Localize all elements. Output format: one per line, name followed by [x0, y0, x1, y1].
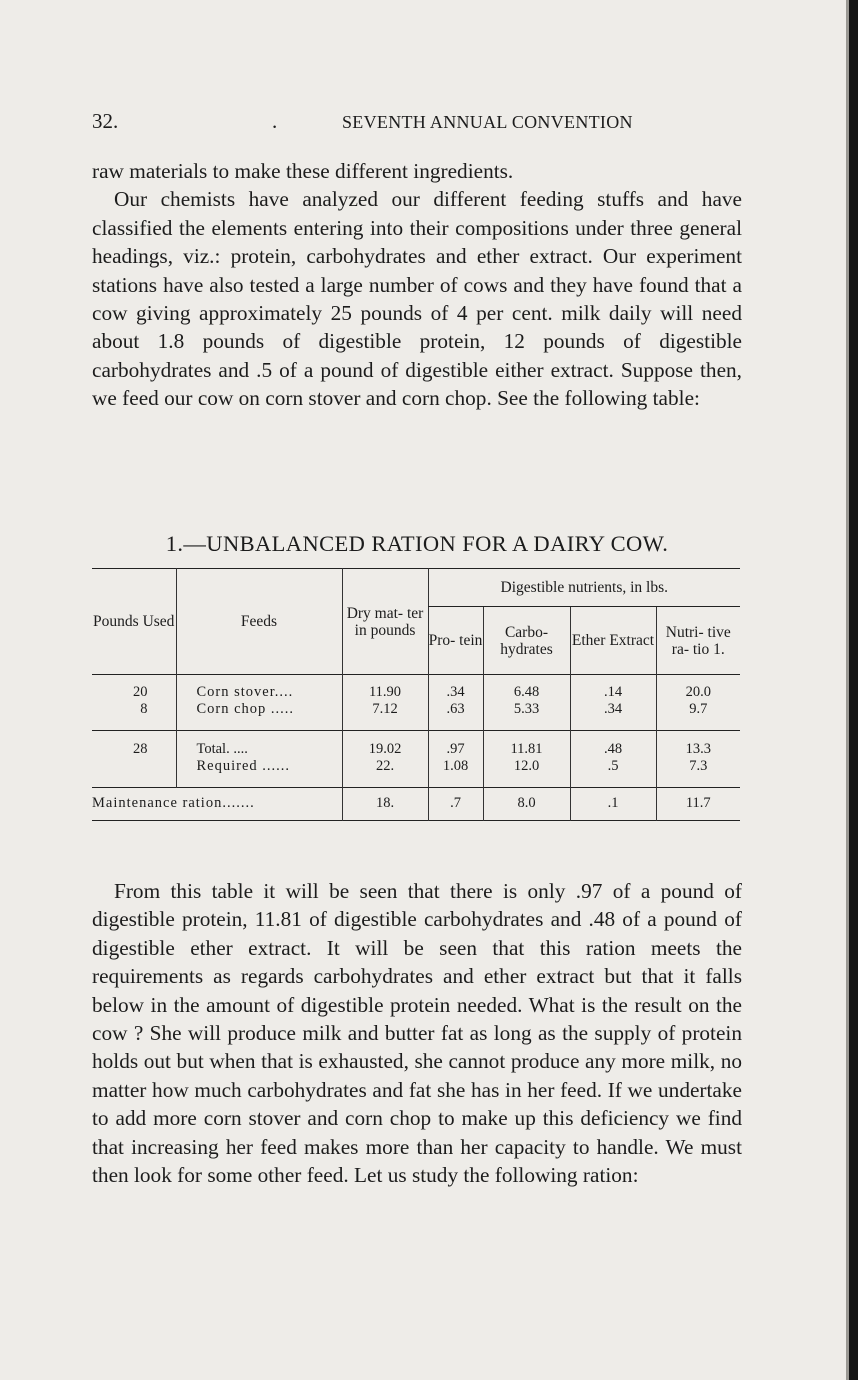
cell-protein: .63	[428, 701, 483, 731]
cell-carbo: 12.0	[483, 758, 570, 788]
cell-feed: Corn chop .....	[176, 701, 342, 731]
header-protein: Pro- tein	[428, 607, 483, 675]
table-row	[92, 731, 740, 759]
cell-ratio: 7.3	[656, 758, 740, 788]
cell-dry: 19.02	[342, 731, 428, 759]
paragraph-1	[92, 157, 742, 413]
cell-ether: .5	[570, 758, 656, 788]
table-row	[92, 675, 740, 702]
cell-feed: Total. ....	[176, 731, 342, 759]
cell-ratio: 13.3	[656, 731, 740, 759]
header-pounds-used: Pounds Used	[93, 613, 175, 630]
header-carbohydrates: Carbo- hydrates	[483, 607, 570, 675]
cell-carbo: 5.33	[483, 701, 570, 731]
cell-pounds: 28	[133, 741, 148, 757]
page-edge-shadow	[849, 0, 858, 1380]
cell-ether: .34	[570, 701, 656, 731]
cell-ether: .14	[570, 675, 656, 702]
paragraph-1-body: Our chemists have analyzed our different feeding stuffs and have classified the elements entering into their compositions under three general headings, viz.: protein, carbohydrates and ether extract. Our experiment stations have also tested a large number of cows and they have found that a cow giving approximately 25 pounds of 4 per cent. milk daily will need about 1.8 pounds of digestible protein, 12 pounds of digestible carbohydrates and .5 of a pound of digestible either extract. Suppose then, we feed our cow on corn stover and corn chop. See the following table:	[92, 187, 742, 411]
ration-table	[92, 568, 740, 821]
cell-dry: 18.	[342, 788, 428, 821]
cell-protein: 1.08	[428, 758, 483, 788]
cell-dry: 7.12	[342, 701, 428, 731]
cell-protein: .34	[428, 675, 483, 702]
running-title: SEVENTH ANNUAL CONVENTION	[342, 112, 633, 132]
paragraph-1-first-line: raw materials to make these different ingredients.	[92, 159, 514, 183]
header-digestible-nutrients: Digestible nutrients, in lbs.	[428, 569, 740, 607]
page-number: 32.	[92, 109, 119, 133]
cell-pounds: 8	[140, 701, 148, 717]
cell-protein: .97	[428, 731, 483, 759]
page-header	[92, 109, 744, 139]
cell-pounds	[92, 758, 176, 788]
cell-protein: .7	[428, 788, 483, 821]
cell-carbo: 8.0	[483, 788, 570, 821]
paragraph-2-body: From this table it will be seen that there is only .97 of a pound of digestible protein, 11.81 of digestible carbohydrates and .48 of a pound of digestible ether extract. It will be seen that this ration meets the requirements as regards carbohydrates and ether extract but that it falls below in the amount of digestible protein needed. What is the result on the cow ? She will produce milk and butter fat as long as the supply of protein holds out but when that is exhausted, she cannot produce any more milk, no matter how much carbohydrates and fat she has in her feed. If we undertake to add more corn stover and corn chop to make up this deficiency we find that increasing her feed makes more than her capacity to handle. We must then look for some other feed. Let us study the following ration:	[92, 879, 742, 1188]
header-feeds: Feeds	[176, 569, 342, 675]
cell-ratio: 20.0	[656, 675, 740, 702]
cell-pounds: 20	[133, 684, 148, 700]
cell-carbo: 6.48	[483, 675, 570, 702]
cell-ratio: 11.7	[656, 788, 740, 821]
header-dry-matter: Dry mat- ter in pounds	[342, 569, 428, 675]
table-row	[92, 701, 740, 731]
header-ether-extract: Ether Extract	[570, 607, 656, 675]
cell-dry: 11.90	[342, 675, 428, 702]
cell-feed: Corn stover....	[176, 675, 342, 702]
cell-ether: .48	[570, 731, 656, 759]
cell-carbo: 11.81	[483, 731, 570, 759]
header-separator: .	[272, 109, 278, 133]
table-title: 1.—UNBALANCED RATION FOR A DAIRY COW.	[165, 531, 669, 556]
header-nutritive-ratio: Nutri- tive ra- tio 1.	[656, 607, 740, 675]
page-edge-gutter	[846, 0, 849, 1380]
cell-dry: 22.	[342, 758, 428, 788]
paragraph-2	[92, 877, 742, 1189]
cell-maintenance-label: Maintenance ration.......	[92, 795, 255, 811]
table-row-maintenance	[92, 788, 740, 821]
cell-feed: Required ......	[176, 758, 342, 788]
table-row	[92, 758, 740, 788]
cell-ether: .1	[570, 788, 656, 821]
cell-ratio: 9.7	[656, 701, 740, 731]
